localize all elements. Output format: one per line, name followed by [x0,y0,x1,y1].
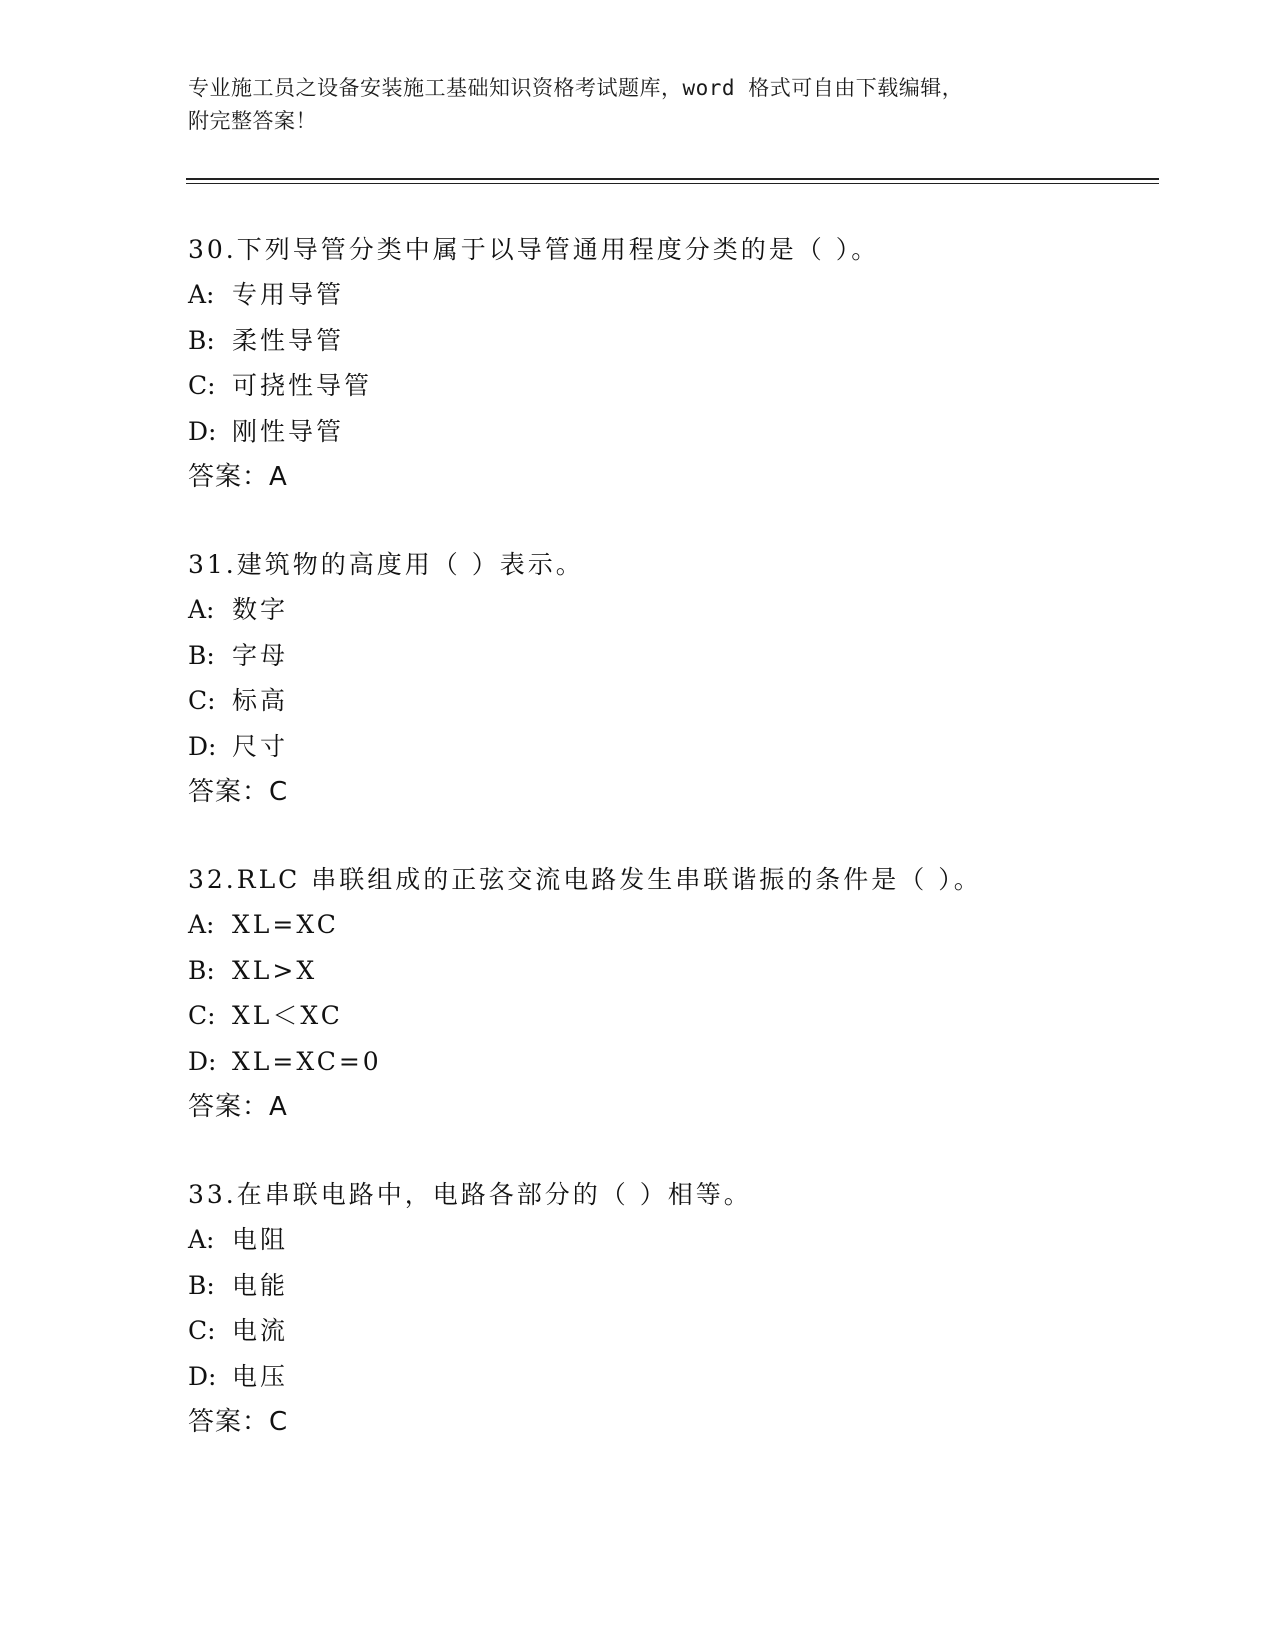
option-a [188,909,1188,955]
option-text: 电阻 [232,1225,289,1254]
option-text: 尺寸 [232,731,289,761]
option-letter: C: [188,1316,216,1345]
header-divider-thick [186,178,1159,180]
answer-line: 答案：C [188,777,289,807]
option-b [188,1270,1188,1316]
option-d [188,416,1188,462]
option-b [188,325,1188,371]
option-letter: B: [188,325,215,355]
option-d [188,1361,1188,1407]
option-text: 专用导管 [232,280,345,309]
option-text: 字母 [232,640,289,670]
option-c [188,1000,1188,1046]
option-letter: A: [188,910,215,939]
option-letter: B: [188,640,215,670]
option-letter: A: [188,280,215,309]
option-text: 电能 [232,1270,289,1300]
option-a [188,594,1188,640]
header-divider-thin [186,183,1159,184]
option-d [188,1046,1188,1092]
question-title: 31.建筑物的高度用（ ）表示。 [188,550,584,579]
option-letter: B: [188,955,215,985]
option-text: 电流 [232,1316,289,1345]
question-title: 33.在串联电路中，电路各部分的（ ）相等。 [188,1180,752,1209]
option-text: 数字 [232,595,289,624]
option-b [188,640,1188,686]
option-text: 可挠性导管 [232,371,373,400]
answer-line: 答案：A [188,462,288,492]
option-letter: C: [188,686,216,715]
option-letter: D: [188,1046,217,1076]
option-text: XL>X [232,955,318,985]
option-d [188,731,1188,777]
option-letter: D: [188,416,217,446]
question-33 [188,1179,1188,1451]
question-32 [188,864,1188,1136]
option-c [188,1315,1188,1361]
document-header [188,72,1088,138]
option-letter: C: [188,1001,216,1030]
option-c [188,370,1188,416]
answer-line: 答案：C [188,1407,289,1437]
option-c [188,685,1188,731]
option-letter: C: [188,371,216,400]
option-text: 电压 [232,1361,289,1391]
option-text: XL=XC=0 [232,1046,382,1076]
option-letter: D: [188,731,217,761]
option-letter: A: [188,1225,215,1254]
question-31 [188,549,1188,821]
option-letter: A: [188,595,215,624]
option-letter: B: [188,1270,215,1300]
header-line-1: 专业施工员之设备安装施工基础知识资格考试题库，word 格式可自由下载编辑， [188,76,964,100]
option-text: XL=XC [232,910,339,939]
option-text: XL＜XC [232,1001,343,1030]
option-letter: D: [188,1361,217,1391]
answer-line: 答案：A [188,1092,288,1122]
option-a [188,1224,1188,1270]
option-a [188,279,1188,325]
option-b [188,955,1188,1001]
option-text: 标高 [232,686,289,715]
header-line-2: 附完整答案！ [188,109,317,133]
question-title: 32.RLC 串联组成的正弦交流电路发生串联谐振的条件是（ ）。 [188,865,982,894]
option-text: 刚性导管 [232,416,345,446]
question-title: 30.下列导管分类中属于以导管通用程度分类的是（ ）。 [188,235,880,264]
option-text: 柔性导管 [232,325,345,355]
question-30 [188,234,1188,506]
